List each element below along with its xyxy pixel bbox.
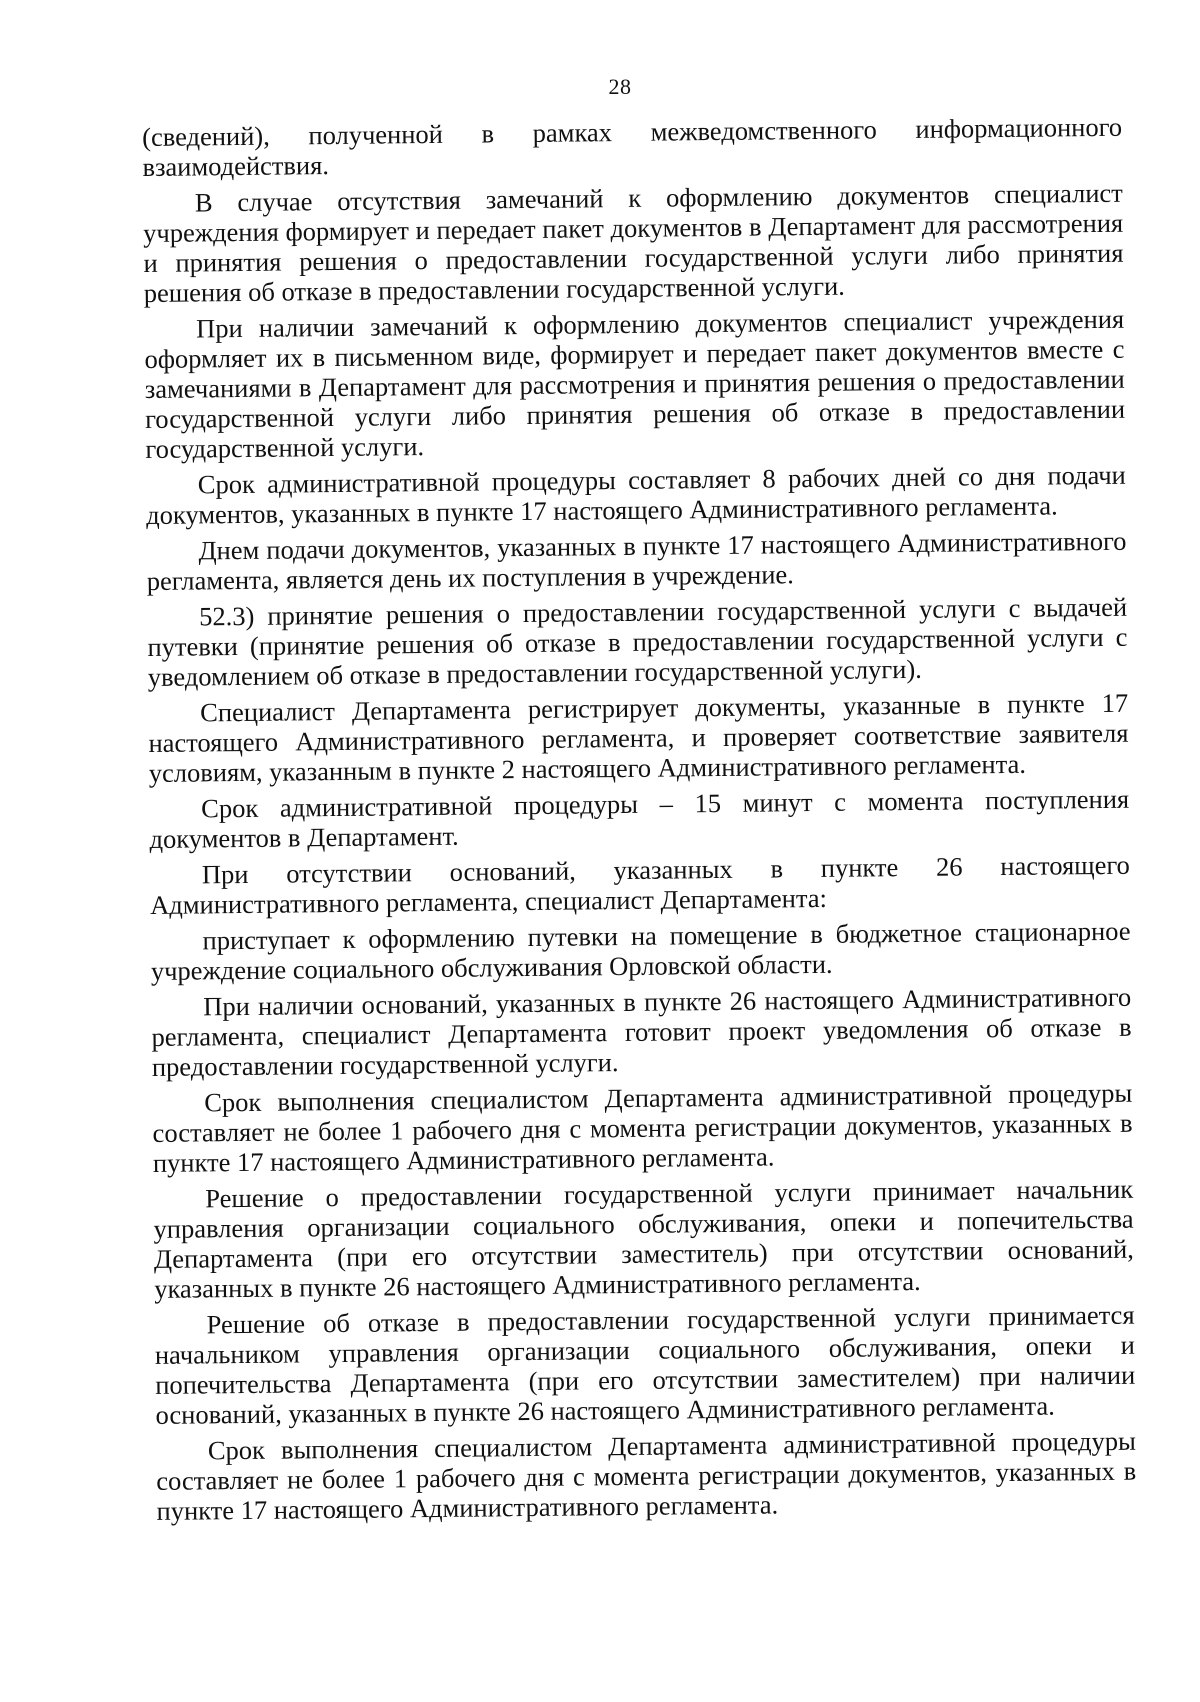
paragraph-6: 52.3) принятие решения о предоставлении государственной услуги с выдачей путевки (принятие решения об отказе в предоставлении государственной услуги с уведомлением об отказе в предоставлении государственной услуги). [147, 591, 1128, 692]
page-number: 28 [608, 74, 632, 99]
paragraph-15: Срок выполнения специалистом Департамента административной процедуры составляет не более 1 рабочего дня с момента регистрации документов, указанных в пункте 17 настоящего Административного регламента. [156, 1425, 1137, 1526]
paragraph-9: При отсутствии оснований, указанных в пункте 26 настоящего Административного регламента, специалист Департамента: [150, 849, 1130, 920]
paragraph-3: При наличии замечаний к оформлению документов специалист учреждения оформляет их в письменном виде, формирует и передает пакет документов вместе с замечаниями в Департамент для рассмотрения и принятия решения о предоставлении государственной услуги либо принятия решения об отказе в предоставлении государственной услуги. [144, 303, 1126, 464]
paragraph-10: приступает к оформлению путевки на помещение в бюджетное стационарное учреждение социального обслуживания Орловской области. [150, 915, 1131, 986]
paragraph-14: Решение об отказе в предоставлении государственной услуги принимается начальником управления организации социального обслуживания, опеки и попечительства Департамента (при его отсутствии заместителем) при наличии оснований, указанных в пункте 26 настоящего Административного регламента. [154, 1299, 1136, 1430]
paragraph-2: В случае отсутствия замечаний к оформлению документов специалист учреждения формирует и передает пакет документов в Департамент для рассмотрения и принятия решения о предоставлении государственной услуги либо принятия решения об отказе в предоставлении государственной услуги. [143, 177, 1124, 308]
paragraph-13: Решение о предоставлении государственной услуги принимает начальник управления организации социального обслуживания, опеки и попечительства Департамента (при его отсутствии заместитель) при отсутствии оснований, указанных в пункте 26 настоящего Административного регламента. [153, 1173, 1135, 1304]
paragraph-12: Срок выполнения специалистом Департамента административной процедуры составляет не более 1 рабочего дня с момента регистрации документов, указанных в пункте 17 настоящего Административного регламента. [152, 1077, 1133, 1178]
paragraph-5: Днем подачи документов, указанных в пункте 17 настоящего Административного регламента, является день их поступления в учреждение. [146, 525, 1127, 596]
paragraph-7: Специалист Департамента регистрирует документы, указанные в пункте 17 настоящего Административного регламента, и проверяет соответствие заявителя условиям, указанным в пункте 2 настоящего Административного регламента. [148, 687, 1129, 788]
document-body [142, 112, 1137, 1532]
paragraph-4: Срок административной процедуры составляет 8 рабочих дней со дня подачи документов, указанных в пункте 17 настоящего Административного регламента. [145, 459, 1126, 530]
paragraph-11: При наличии оснований, указанных в пункте 26 настоящего Административного регламента, специалист Департамента готовит проект уведомления об отказе в предоставлении государственной услуги. [151, 981, 1132, 1082]
paragraph-8: Срок административной процедуры – 15 минут с момента поступления документов в Департамент. [149, 783, 1130, 854]
paragraph-1: (сведений), полученной в рамках межведомственного информационного взаимодействия. [142, 111, 1123, 182]
